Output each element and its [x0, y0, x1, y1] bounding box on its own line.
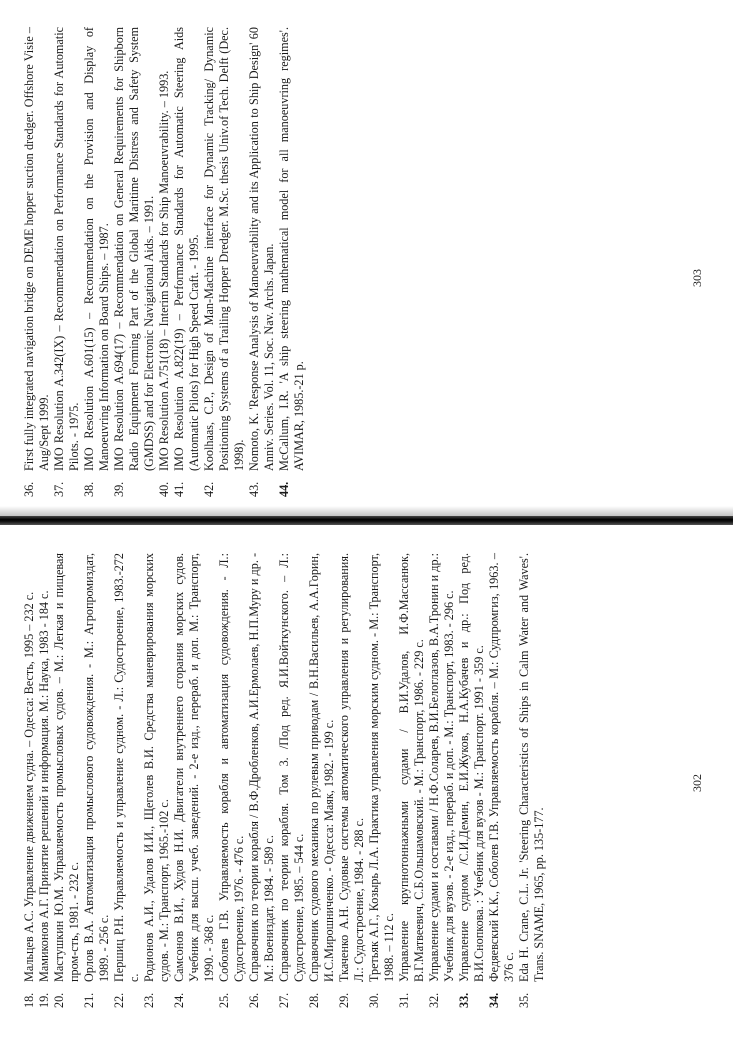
ref-number: 23.: [142, 992, 156, 1008]
ref-text: Справочник судового механика по рулевым приводам / В.Н.Васильев, А.А.Горин, И.С.Мирошниченко. - Одесса: Маяк, 1982. - 199 с.: [307, 553, 336, 982]
left-page: [0, 533, 733, 1038]
ref-text: Першиц Р.Н. Управляемость и управление судном. - Л.: Судостроение, 1983.-272 с.: [112, 553, 141, 982]
ref-number: 31.: [397, 992, 411, 1008]
ref-number: 34.: [487, 992, 501, 1008]
ref-text: Управление крупнотоннажными судами / В.И.Удалов, И.Ф.Массанюк, В.Г.Матвеевич, С.Б.Ольшамовский. - М.: Транспорт, 1986. - 229 с.: [397, 553, 426, 982]
list-item: [217, 553, 247, 1008]
ref-text: Управление судами и составами / Н.Ф.Соларев, В.И.Белоглазов, В.А.Тронин и др.: Учебник для вузов. - 2-е изд., перераб. и доп. - М.: Транспорт, 1983. - 296 с.: [427, 553, 456, 982]
list-item: [247, 27, 277, 497]
ref-text: IMO Resolution A.751(18) – Interim Standards for Ship Manoeuvrability. – 1993.: [157, 70, 171, 471]
ref-text: Федяевский К.К., Соболев Г.В. Управляемость корабля. – М.: Судпромгиз, 1963. – 376 с.: [487, 553, 516, 982]
ref-number: 21.: [82, 992, 96, 1008]
ref-number: 28.: [307, 992, 321, 1008]
ref-text: IMO Resolution A.822(19) – Performance Standards for Automatic Steering Aids (Automatic Pilots) for High Speed Craft. - 1995.: [172, 27, 201, 471]
list-item: [337, 553, 367, 1008]
list-item: [82, 27, 112, 497]
list-item: [397, 553, 427, 1008]
ref-number: 22.: [112, 992, 126, 1008]
list-item: [142, 553, 172, 1008]
ref-text: First fully integrated navigation bridge on DEME hopper suction dredger. Offshore Visie – Aug/Sept 1999.: [22, 27, 51, 471]
list-item: [172, 27, 202, 497]
list-item: [82, 553, 112, 1008]
list-item: [22, 27, 52, 497]
list-item: [277, 27, 307, 497]
gutter-shadow: [0, 516, 733, 525]
book-gutter: [0, 505, 733, 533]
ref-number: 36.: [22, 481, 36, 497]
ref-text: Орлов В.А. Автоматизация промыслового судовождения. - М.: Агропромиздат, 1989. - 256 с.: [82, 553, 111, 982]
ref-number: 27.: [277, 992, 291, 1008]
list-item: [112, 553, 142, 1008]
ref-text: IMO Resolution A.694(17) – Recommendation on General Requirements for Shipborn Radio Equipment Forming Part of the Global Maritime Distress and Safety System (GMDSS) and for Electronic Navigational Aids. – 1991.: [112, 27, 156, 471]
ref-number: 33.: [457, 992, 471, 1008]
ref-text: IMO Resolution A.342(IX) – Recommendation on Performance Standards for Automatic Pilots. - 1975.: [52, 27, 81, 471]
ref-number: 25.: [217, 992, 231, 1008]
ref-number: 44.: [277, 481, 291, 497]
page-number: 302: [690, 774, 704, 792]
list-item: [202, 27, 247, 497]
ref-text: Мастушкин Ю.М. Управляемость промысловых судов. – М.: Легкая и пищевая пром-сть, 1981. - 232 с.: [52, 553, 81, 982]
page-number: 303: [690, 269, 704, 287]
ref-text: Справочник по теории корабля. Том 3. /Под ред. Я.И.Войткунского. – Л.: Судостроение, 1985. – 544 с.: [277, 553, 306, 982]
list-item: [247, 553, 277, 1008]
ref-number: 24.: [172, 992, 186, 1008]
ref-text: Мамиконов А.Г. Принятие решений и информация. М.: Наука, 1983 - 184 с.: [37, 590, 51, 982]
ref-number: 38.: [82, 481, 96, 497]
ref-number: 39.: [112, 481, 126, 497]
ref-text: Справочник по теории корабля / В.Ф.Дробленков, А.И.Ермолаев, Н.П.Муру и др. - М.: Воениздат, 1984. - 589 с.: [247, 553, 276, 982]
ref-text: Koolhaas, C.P., Design of Man-Machine interface for Dynamic Tracking/ Dynamic Positioning Systems of a Trailing Hopper Dredger. M.Sc. thesis Univ.of Tech. Delft (Dec. 1998).: [202, 27, 246, 471]
ref-number: 29.: [337, 992, 351, 1008]
ref-text: Третьяк А.Г., Козырь Л.А. Практика управления морским судном. - М.: Транспорт, 1988. – 112 с.: [367, 553, 396, 982]
ref-number: 41.: [172, 481, 186, 497]
list-item: [52, 27, 82, 497]
right-page: [0, 0, 733, 505]
ref-number: 42.: [202, 481, 216, 497]
ref-number: 43.: [247, 481, 261, 497]
ref-number: 30.: [367, 992, 381, 1008]
ref-number: 20.: [52, 992, 66, 1008]
list-item: [367, 553, 397, 1008]
ref-text: Nomoto, K. 'Response Analysis of Manoeuvrability and its Application to Ship Design' 60 Anniv. Series. Vol. 11, Soc. Nav. Archs. Japan.: [247, 27, 276, 471]
ref-text: Eda H. Crane, C.L. Jr. 'Steering Characteristics of Ships in Calm Water and Waves'. Trans. SNAME, 1965, pp. 135-177.: [517, 553, 546, 982]
ref-text: Родионов А.И., Удалов И.И., Щеголев В.И. Средства маневрирования морских судов. - М.: Транспорт, 1965.-102 с.: [142, 553, 171, 982]
ref-number: 26.: [247, 992, 261, 1008]
list-item: [517, 553, 547, 1008]
gutter-gradient: [0, 506, 733, 516]
list-item: [37, 553, 52, 1008]
ref-text: IMO Resolution A.601(15) – Recommendation on the Provision and Display of Manoeuvring Information on Board Ships. – 1987.: [82, 27, 111, 471]
list-item: [52, 553, 82, 1008]
ref-number: 19.: [37, 992, 51, 1008]
ref-text: Управление судном /С.И.Демин, Е.И.Жуков, Н.А.Кубачев и др.: Под ред. В.И.Снопкова. : Учебник для вузов - М.: Транспорт. 1991 - 359 с.: [457, 553, 486, 982]
list-item: [172, 553, 217, 1008]
ref-number: 37.: [52, 481, 66, 497]
list-item: [112, 27, 157, 497]
list-item: [307, 553, 337, 1008]
list-item: [157, 27, 172, 497]
reference-list-left: [22, 553, 547, 1008]
list-item: [427, 553, 457, 1008]
list-item: [22, 553, 37, 1008]
list-item: [487, 553, 517, 1008]
list-item: [457, 553, 487, 1008]
ref-text: Мальцев А.С. Управление движением судна. – Одесса: Весть, 1995 – 232 с.: [22, 591, 36, 982]
ref-text: Соболев Г.В. Управляемость корабля и автоматизация судовождения. - Л.: Судостроение, 1976. - 476 с.: [217, 553, 246, 982]
ref-number: 32.: [427, 992, 441, 1008]
ref-number: 40.: [157, 481, 171, 497]
ref-text: Ткаченко А.Н. Судовые системы автоматического управления и регулирования. Л.: Судостроение, 1984. - 288 с.: [337, 553, 366, 982]
ref-text: Самсонов В.И., Худов Н.И. Двигатели внутреннего сгорания морских судов. Учебник для высш. учеб. заведений. - 2-е изд., перераб. и доп. М.: Транспорт, 1990. - 368 с.: [172, 553, 216, 982]
ref-number: 18.: [22, 992, 36, 1008]
ref-text: McCallum, I.R. 'A ship steering mathematical model for all manoeuvring regimes'. AVIMAR, 1985.-21 p.: [277, 27, 306, 471]
list-item: [277, 553, 307, 1008]
ref-number: 35.: [517, 992, 531, 1008]
reference-list-right: [22, 27, 307, 497]
